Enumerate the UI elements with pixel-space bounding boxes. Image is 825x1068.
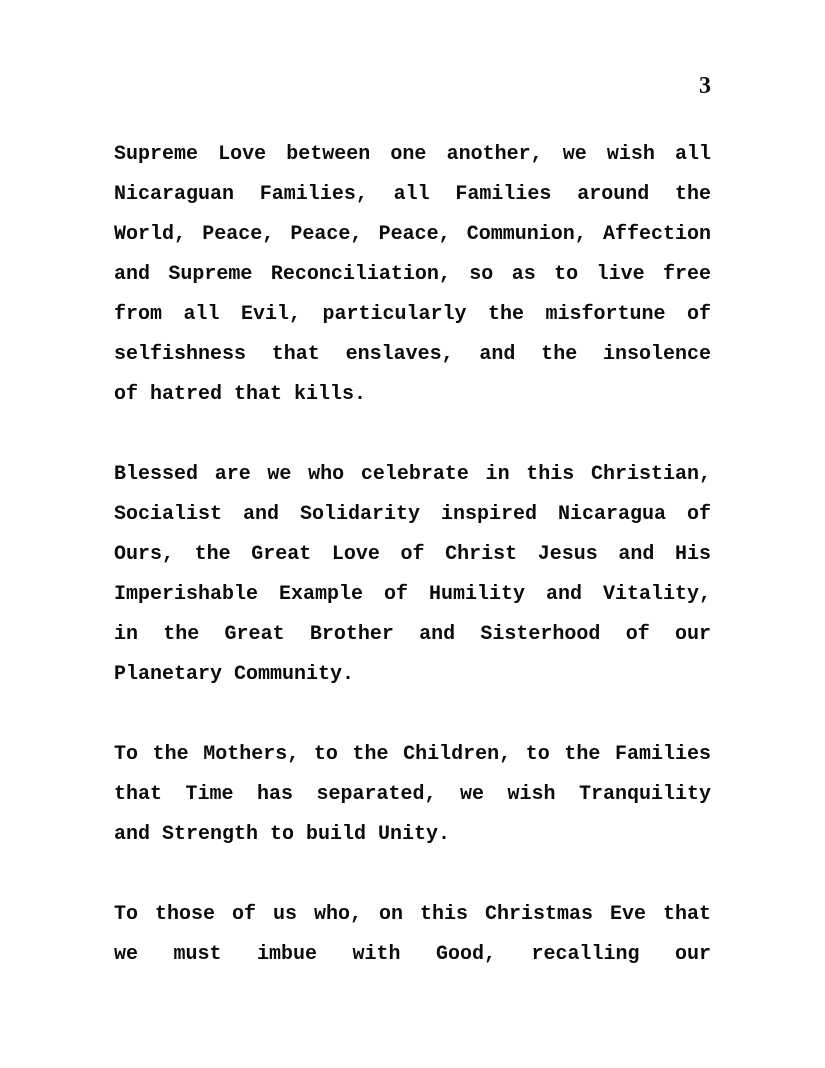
text-line: Socialist and Solidarity inspired Nicaragua of xyxy=(114,503,711,526)
text-line: and Strength to build Unity. xyxy=(114,823,451,846)
paragraph xyxy=(114,895,711,975)
text-line: To the Mothers, to the Children, to the Families xyxy=(114,743,711,766)
paragraph xyxy=(114,455,711,695)
text-line: Nicaraguan Families, all Families around the xyxy=(114,183,711,206)
text-line: Ours, the Great Love of Christ Jesus and His xyxy=(114,543,711,566)
text-line: Imperishable Example of Humility and Vitality, xyxy=(114,583,711,606)
text-line: Planetary Community. xyxy=(114,663,355,686)
text-line: Blessed are we who celebrate in this Christian, xyxy=(114,463,711,486)
text-line: of hatred that kills. xyxy=(114,383,367,406)
document-body xyxy=(114,135,711,975)
text-line: in the Great Brother and Sisterhood of our xyxy=(114,623,711,646)
text-line: that Time has separated, we wish Tranquility xyxy=(114,783,711,806)
text-line: from all Evil, particularly the misfortune of xyxy=(114,303,711,326)
page-number: 3 xyxy=(699,73,711,99)
page-content xyxy=(114,0,711,975)
text-line: Supreme Love between one another, we wish all xyxy=(114,143,711,166)
text-line: we must imbue with Good, recalling our xyxy=(114,943,711,966)
paragraph xyxy=(114,135,711,415)
paragraph xyxy=(114,735,711,855)
text-line: World, Peace, Peace, Peace, Communion, Affection xyxy=(114,223,711,246)
text-line: and Supreme Reconciliation, so as to live free xyxy=(114,263,711,286)
text-line: To those of us who, on this Christmas Eve that xyxy=(114,903,711,926)
text-line: selfishness that enslaves, and the insolence xyxy=(114,343,711,366)
